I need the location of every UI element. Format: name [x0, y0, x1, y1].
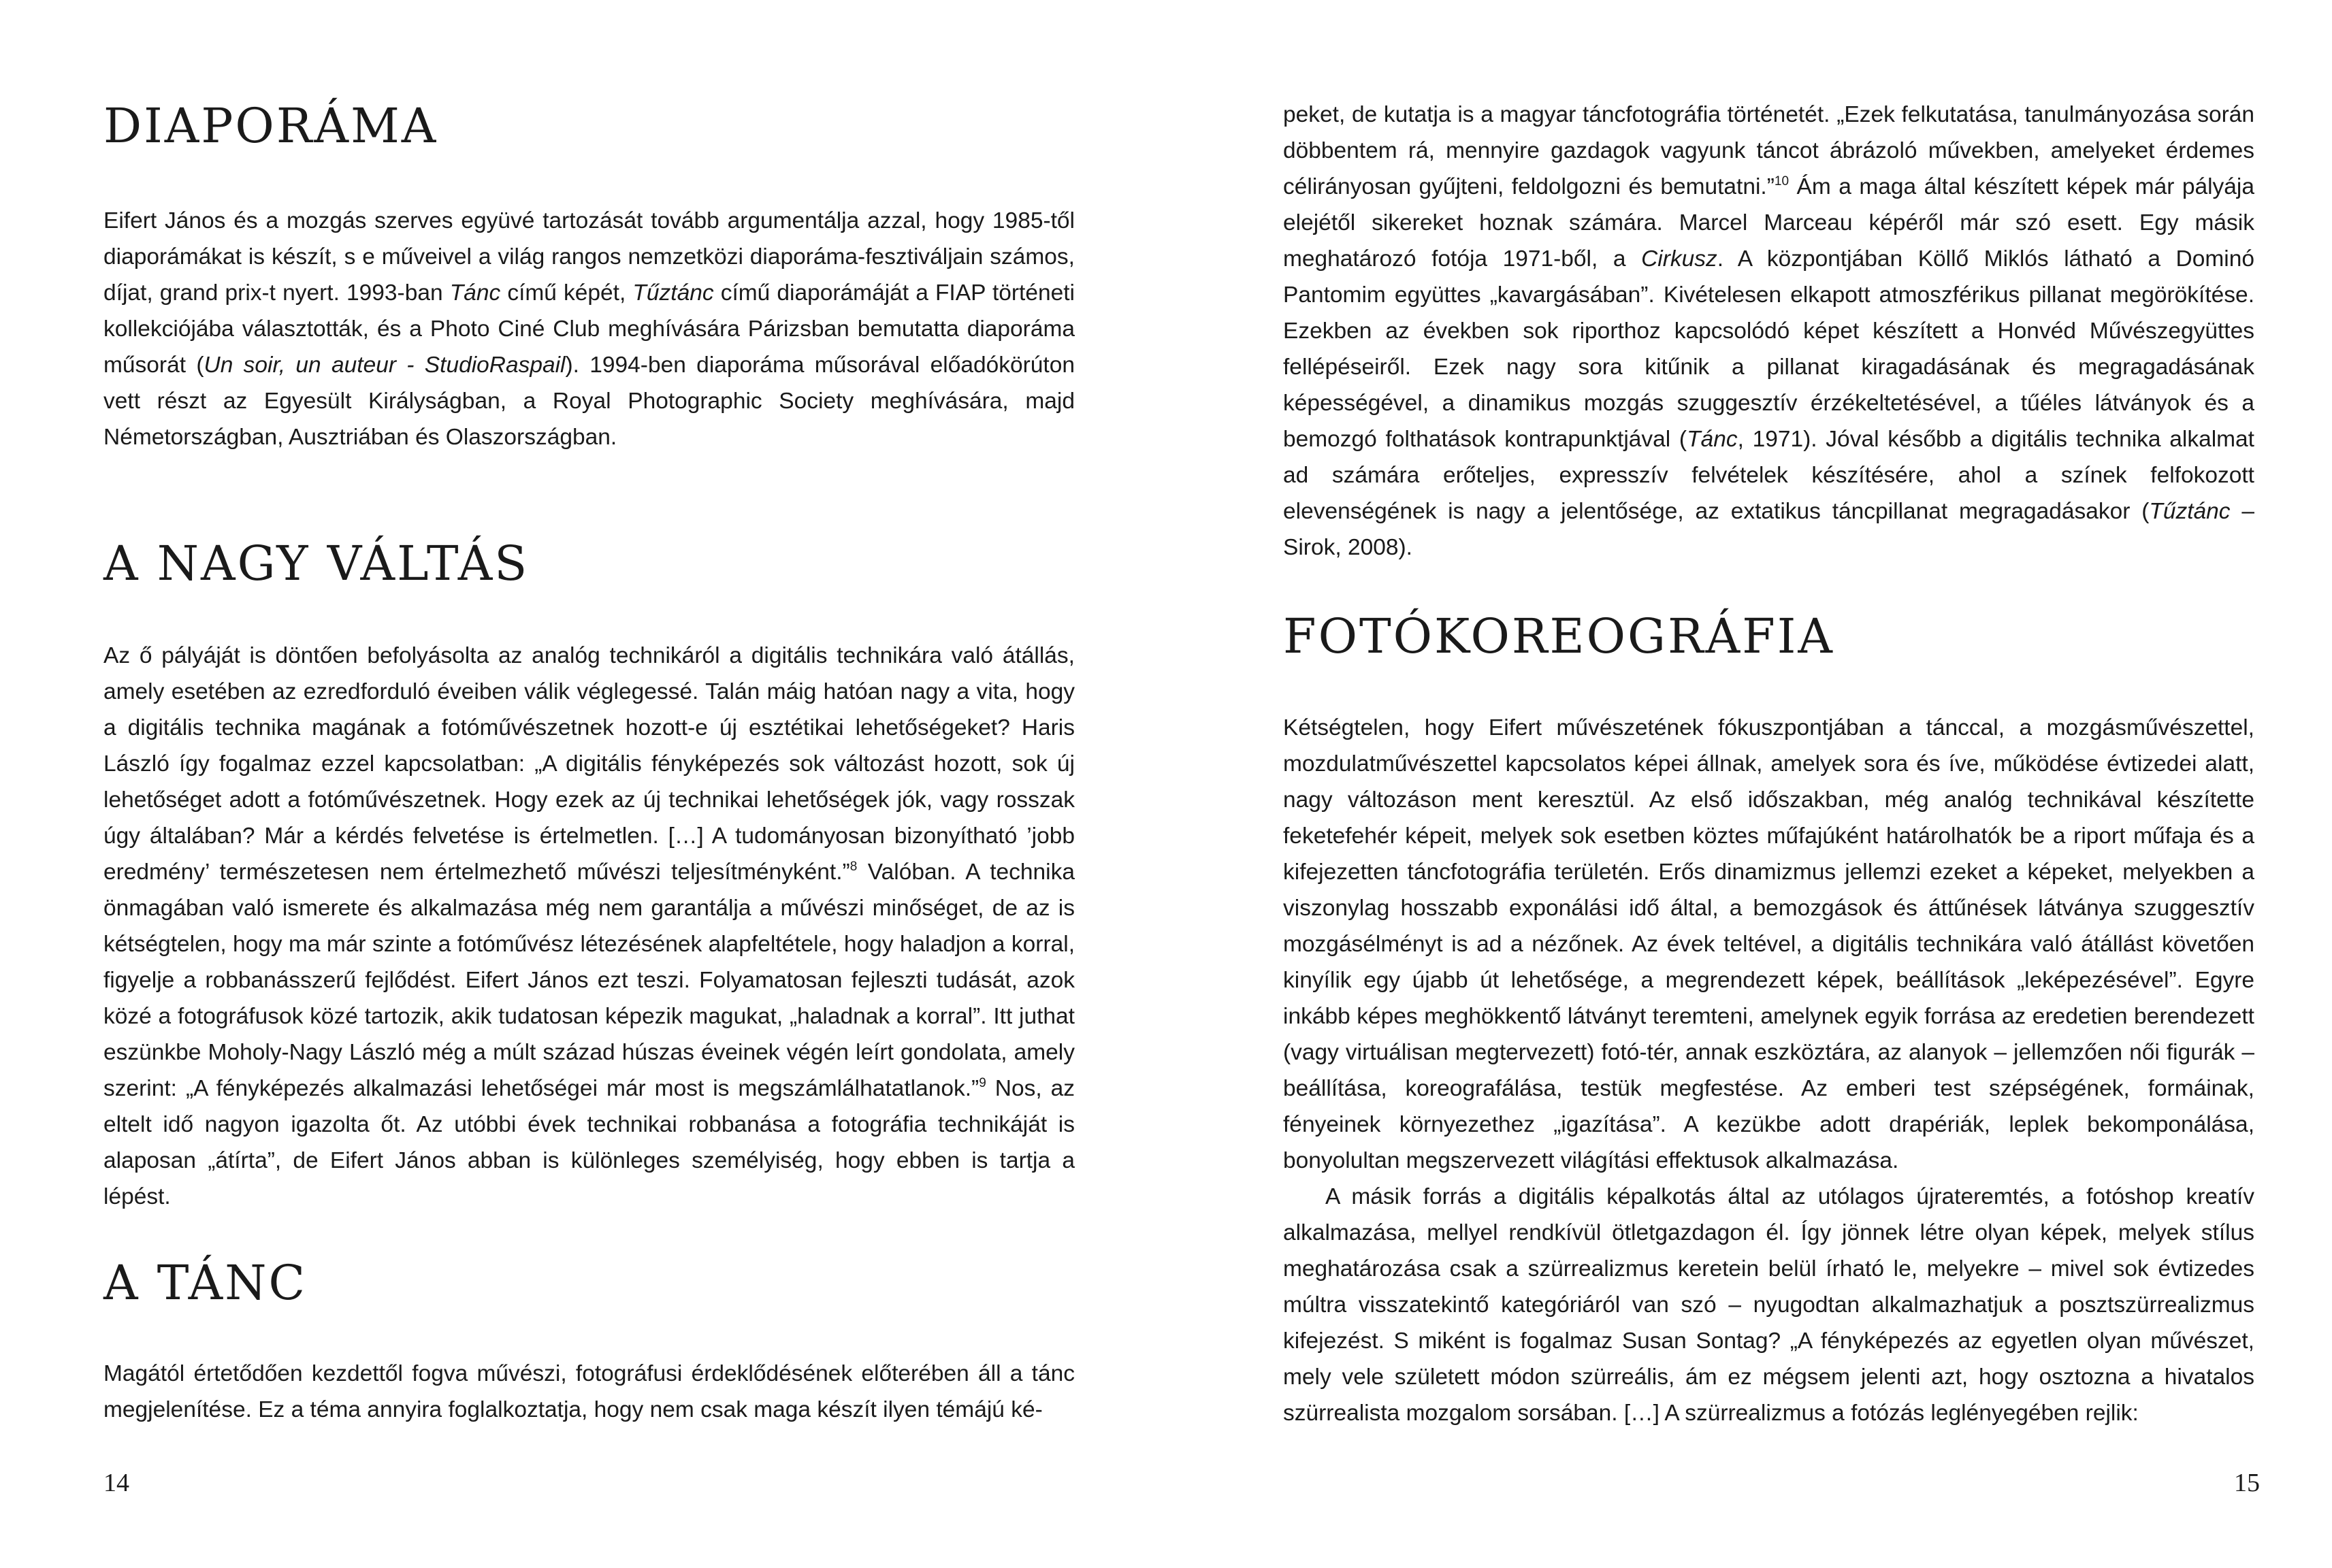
- page-number-left: 14: [103, 1469, 129, 1497]
- heading-diaporama: DIAPORÁMA: [103, 98, 438, 154]
- paragraph-diaporama: Eifert János és a mozgás szerves együvé tartozását tovább argumentálja azzal, hogy 1985-től diaporámákat is készít, s e műveivel a világ rangos nemzetközi diaporáma-fesztiváljain számos, díjat, grand prix-t nyert. 1993-ban Tánc című képét, Tűztánc című diaporámáját a FIAP történeti kollekciójába választották, és a Photo Ciné Club meghívására Párizsban bemutatta diaporáma műsorát (Un soir, un auteur - StudioRaspail). 1994-ben diaporáma műsorával előadókörúton vett részt az Egyesült Királyságban, a Royal Photographic Society meghívására, majd Németországban, Ausztriában és Olaszországban.: [103, 208, 1075, 450]
- paragraph-fotokoreografia-1: Kétségtelen, hogy Eifert művészetének fókuszpontjában a tánccal, a mozgásművészettel, mozdulatművészettel kapcsolatos képei állnak, amelyek sora és íve, működése évtizedei alatt, nagy változáson ment keresztül. Az első időszakban, még analóg technikával készítette feketefehér képeit, melyek sok esetben köztes műfajúként határolhatók be a riport műfaja és a kifejezetten táncfotográfia területén. Erős dinamizmus jellemzi ezeket a képeket, melyekben a viszonylag hosszabb exponálási idő által, a bemozgások és áttűnések látványa szuggesztív mozgásélményt is ad a nézőnek. Az évek teltével, a digitális technikára való átállást követően kinyílik egy újabb út lehetősége, a megrendezett képek, beállítások „leképezésével”. Egyre inkább képes meghökkentő látványt teremteni, amelynek egyik forrása az eredetien berendezett (vagy virtuálisan megtervezett) fotó-tér, annak eszköztára, az alanyok – jellemzően női figurák – beállítása, koreografálása, testük megfestése. Az emberi test szépségének, formáinak, fényeinek környezethez „igazítása”. A kezükbe adott drapériák, leplek bekomponálása, bonyolultan megszervezett világítási effektusok alkalmazása.: [1283, 715, 2254, 1173]
- right-page: [1166, 0, 2332, 1568]
- heading-a-nagy-valtas: A NAGY VÁLTÁS: [103, 536, 530, 591]
- paragraph-fotokoreografia-2: A másik forrás a digitális képalkotás által az utólagos újrateremtés, a fotóshop kreatív alkalmazása, mellyel rendkívül ötletgazdagon él. Így jönnek létre olyan képek, melyek stílus meghatározása csak a szürrealizmus keretein belül írható le, melyekre – mivel sok évtizedes múltra visszatekintő kategóriáról van szó – nyugodtan alkalmazhatjuk a posztszürrealizmus kifejezést. S miként is fogalmaz Susan Sontag? „A fényképezés az egyetlen olyan művészet, mely vele született módon szürreális, ám ez mégsem jelenti azt, hogy osztozna a hivatalos szürrealista mozgalom sorsában. […] A szürrealizmus a fotózás leglényegében rejlik:: [1283, 1184, 2254, 1426]
- heading-a-tanc: A TÁNC: [103, 1255, 308, 1311]
- page-number-right: 15: [2234, 1469, 2260, 1497]
- heading-fotokoreografia: FOTÓKOREOGRÁFIA: [1283, 608, 1834, 664]
- paragraph-a-tanc: Magától értetődően kezdettől fogva művészi, fotográfusi érdeklődésének előterében áll a tánc megjelenítése. Ez a téma annyira foglalkoztatja, hogy nem csak maga készít ilyen témájú ké-: [103, 1361, 1075, 1422]
- paragraph-a-nagy-valtas: Az ő pályáját is döntően befolyásolta az analóg technikáról a digitális technikára való átállás, amely esetében az ezredforduló éveiben válik véglegessé. Talán máig hatóan nagy a vita, hogy a digitális technika magának a fotóművészetnek hozott-e új esztétikai lehetőségeket? Haris László így fogalmaz ezzel kapcsolatban: „A digitális fényképezés sok változást hozott, sok új lehetőséget adott a fotóművészetnek. Hogy ezek az új technikai lehetőségek jók, vagy rosszak úgy általában? Már a kérdés felvetése is értelmetlen. […] A tudományosan bizonyítható ’jobb eredmény’ természetesen nem értelmezhető művészi teljesítményként.”$^8$ Valóban. A technika önmagában való ismerete és alkalmazása még nem garantálja a művészi minőséget, de az is kétségtelen, hogy ma már szinte a fotóművész létezésének alapfeltétele, hogy haladjon a korral, figyelje a robbanásszerű fejlődést. Eifert János ezt teszi. Folyamatosan fejleszti tudását, azok közé a fotográfusok közé tartozik, akik tudatosan képezik magukat, „haladnak a korral”. Itt juthat eszünkbe Moholy-Nagy László még a múlt század húszas éveinek végén leírt gondolata, amely szerint: „A fényképezés alkalmazási lehetőségei már most is megszámlálhatatlanok.”$^9$ Nos, az eltelt idő nagyon igazolta őt. Az utóbbi évek technikai robbanása a fotográfia technikáját is alaposan „átírta”, de Eifert János abban is különleges személyiség, hogy ebben is tartja a lépést.: [103, 643, 1075, 1209]
- paragraph-continuation: peket, de kutatja is a magyar táncfotográfia történetét. „Ezek felkutatása, tanulmányozása során döbbentem rá, mennyire gazdagok vagyunk táncot ábrázoló művekben, amelyeket érdemes célirányosan gyűjteni, feldolgozni és bemutatni.”$^{10}$ Ám a maga által készített képek már pályája elejétől sikereket hoznak számára. Marcel Marceau képéről már szó esett. Egy másik meghatározó fotója 1971-ből, a Cirkusz. A központjában Köllő Miklós látható a Dominó Pantomim együttes „kavargásában”. Kivételesen elkapott atmoszférikus pillanat megörökítése. Ezekben az években sok riporthoz kapcsolódó képet készített a Honvéd Művészegyüttes fellépéseiről. Ezek nagy sora kitűnik a pillanat kiragadásának és megragadásának képességével, a dinamikus mozgás szuggesztív érzékeltetésével, a tűéles látványok és a bemozgó folthatások kontrapunktjával (Tánc, 1971). Jóval később a digitális technika alkalmat ad számára erőteljes, expresszív felvételek készítésére, ahol a színek felfokozott elevenségének is nagy a jelentősége, az extatikus táncpillanat megragadásakor (Tűztánc – Sirok, 2008).: [1283, 102, 2254, 560]
